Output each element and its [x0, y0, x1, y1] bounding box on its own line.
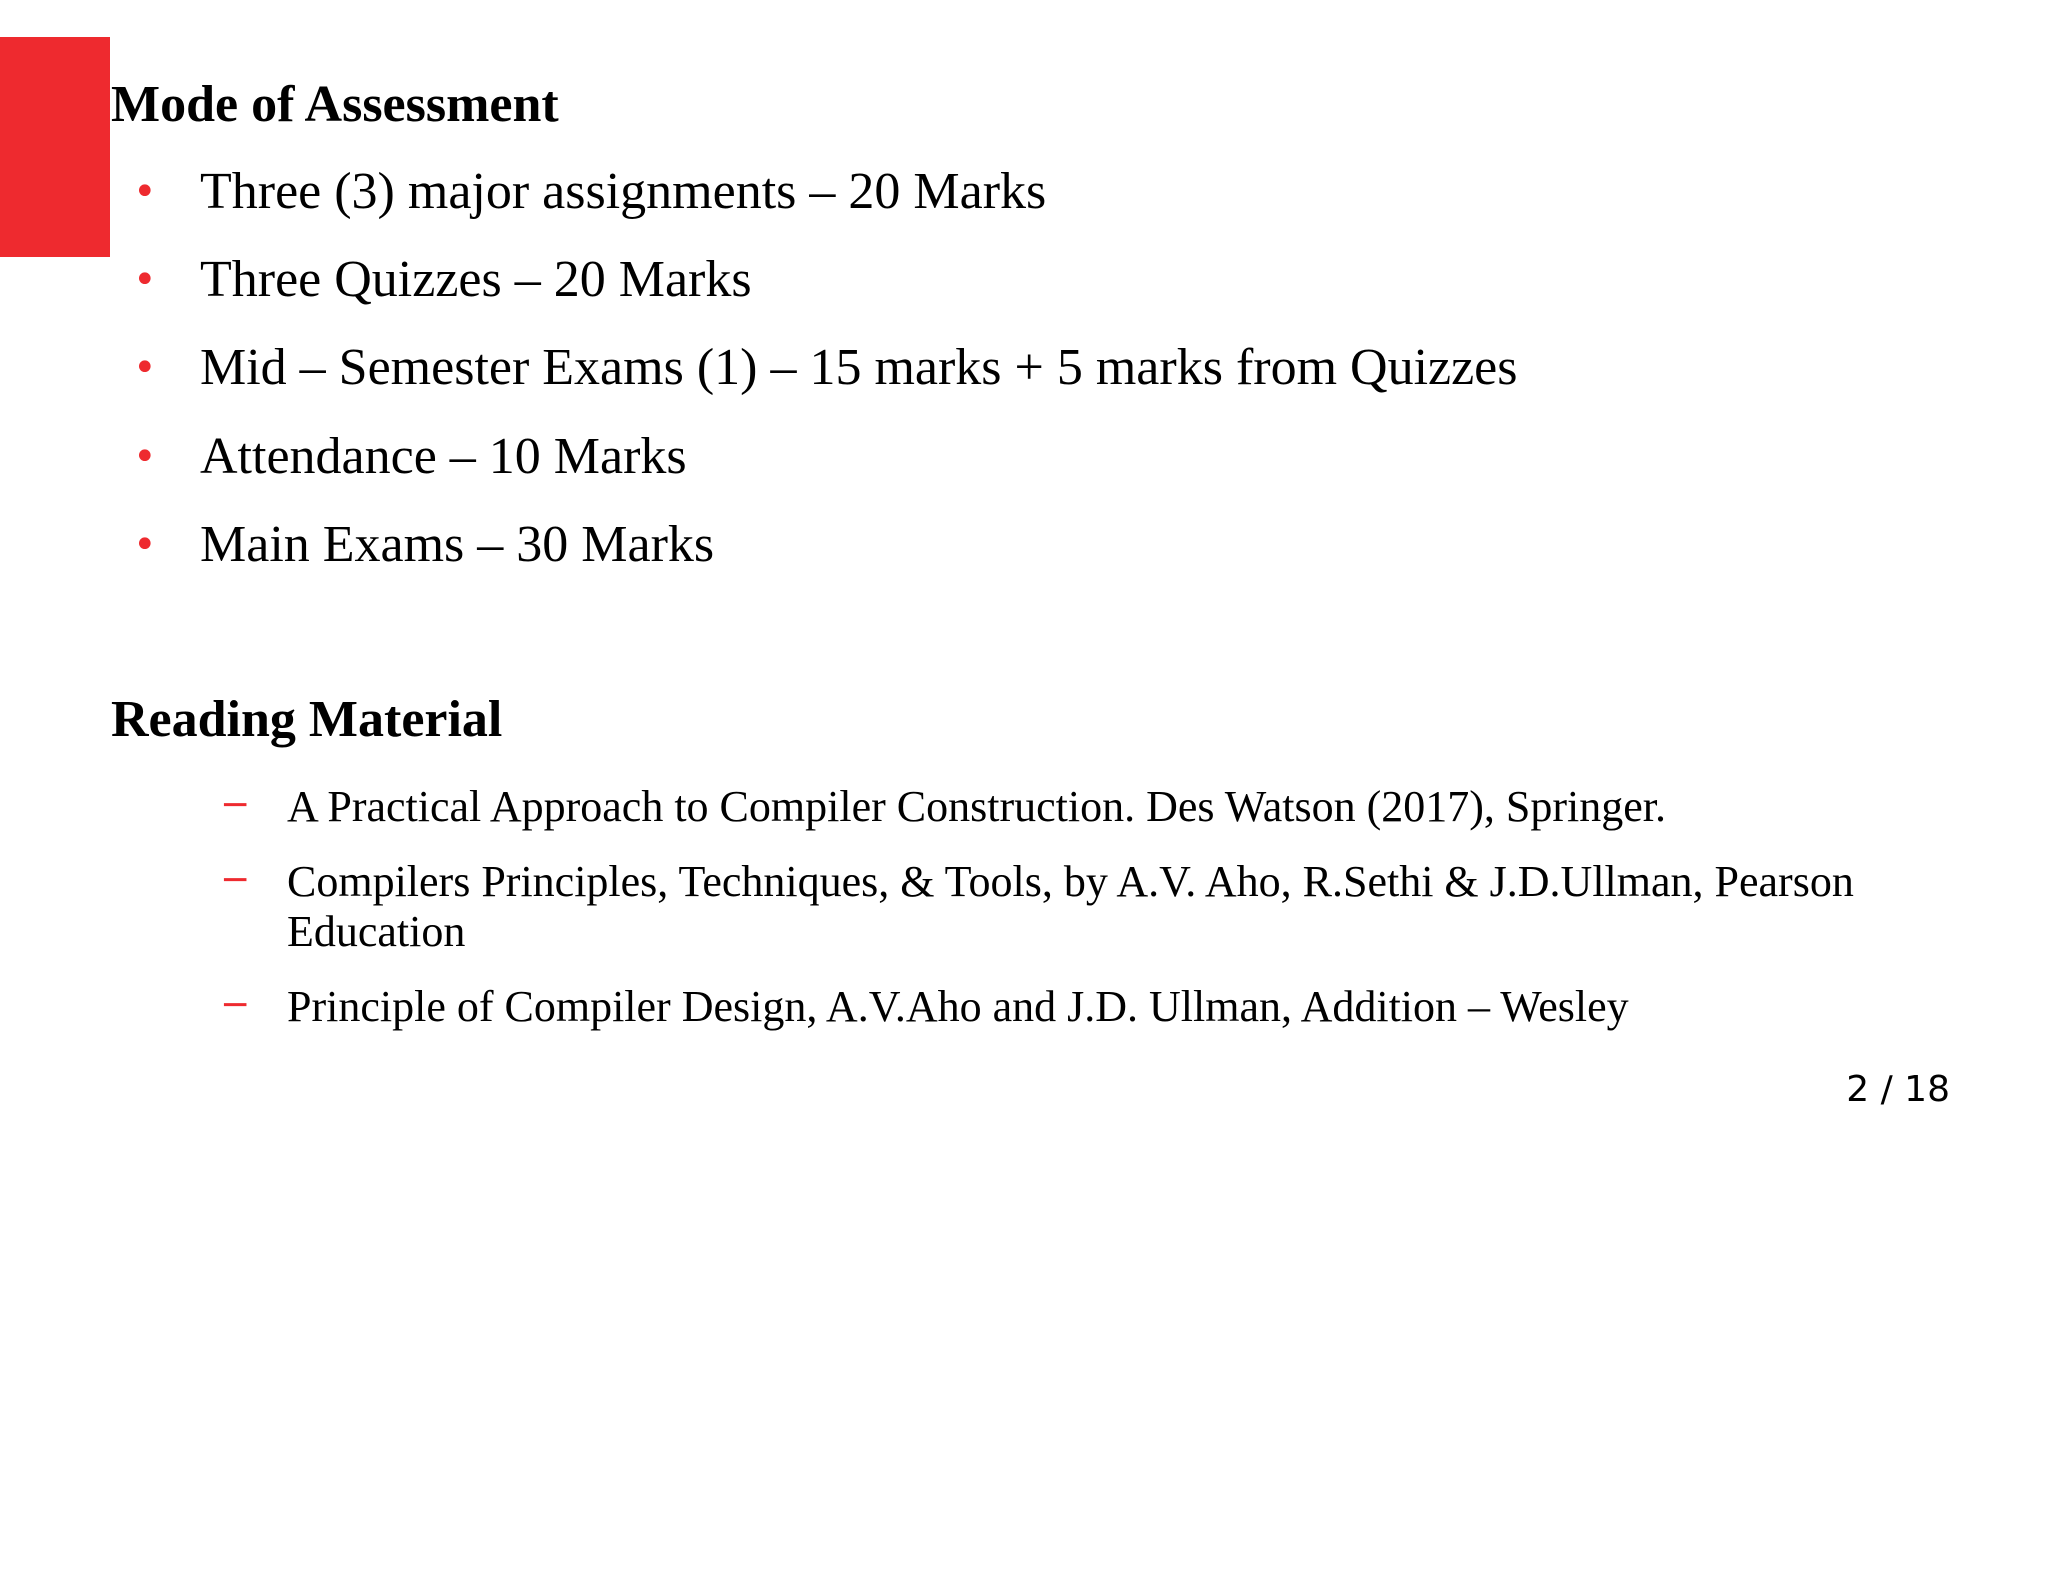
- list-item-text: Main Exams – 30 Marks: [200, 516, 715, 573]
- bullet-icon: •: [133, 169, 157, 215]
- dash-icon: −: [220, 984, 251, 1025]
- page-number: 2 / 18: [1846, 1069, 1950, 1110]
- dash-icon: −: [220, 784, 251, 825]
- list-item-text: Principle of Compiler Design, A.V.Aho and J.D. Ullman, Addition – Wesley: [287, 982, 1629, 1031]
- list-item-text: Three Quizzes – 20 Marks: [200, 251, 752, 308]
- dash-icon: −: [220, 859, 251, 900]
- section-title-reading: Reading Material: [111, 691, 503, 748]
- list-item-text: Mid – Semester Exams (1) – 15 marks + 5 marks from Quizzes: [200, 339, 1518, 396]
- list-item-text: A Practical Approach to Compiler Construction. Des Watson (2017), Springer.: [287, 782, 1666, 831]
- list-item-text: Compilers Principles, Techniques, & Tools, by A.V. Aho, R.Sethi & J.D.Ullman, Pearson Education: [287, 857, 1854, 956]
- list-item-text: Attendance – 10 Marks: [200, 428, 687, 485]
- bullet-icon: •: [133, 434, 157, 480]
- bullet-icon: •: [133, 522, 157, 568]
- list-item-text: Three (3) major assignments – 20 Marks: [200, 163, 1047, 220]
- accent-block: [0, 37, 110, 257]
- bullet-icon: •: [133, 345, 157, 391]
- section-title-assessment: Mode of Assessment: [111, 76, 559, 133]
- bullet-icon: •: [133, 257, 157, 303]
